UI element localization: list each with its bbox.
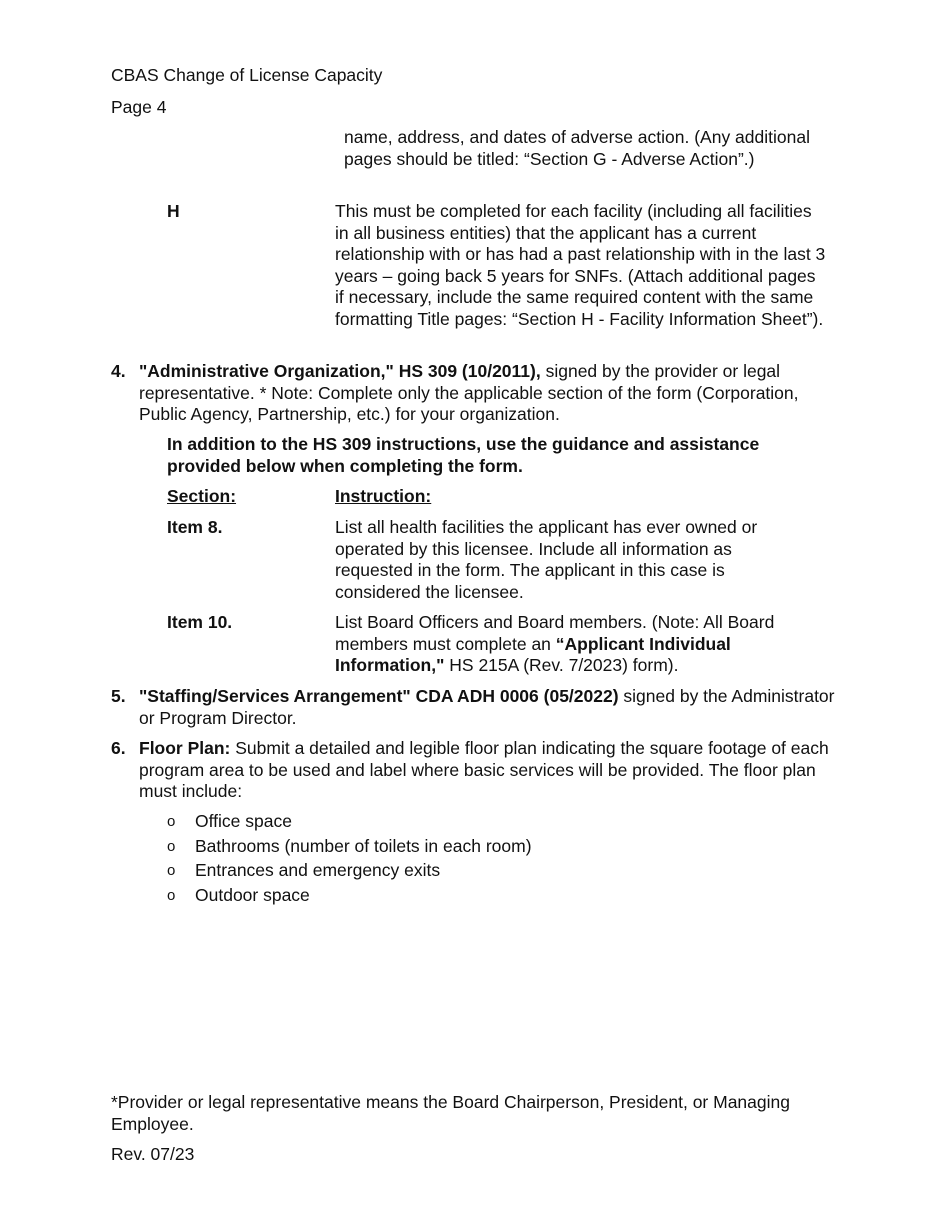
item-5-number: 5. (111, 686, 126, 706)
item-4-number: 4. (111, 361, 126, 381)
item-6-title: Floor Plan: (139, 738, 231, 758)
row-item-10-text-end: HS 215A (Rev. 7/2023) form). (444, 655, 679, 675)
bullet-item: Entrances and emergency exits (195, 860, 441, 880)
item-4-guidance: In addition to the HS 309 instructions, use the guidance and assistance provided below when completing the form. (167, 434, 760, 476)
page-number: Page 4 (111, 97, 167, 117)
item-4-text: signed by the provider or legal representative. * Note: Complete only the applicable section of the form (Corporation, Public Agency, Partnership, etc.) for your organization. (139, 361, 799, 424)
footnote: *Provider or legal representative means the Board Chairperson, President, or Managing Employee. (111, 1092, 790, 1134)
item-4-title: "Administrative Organization," HS 309 (10/2011), (139, 361, 541, 381)
section-h-label: H (167, 201, 180, 221)
row-item-10-form-name: “Applicant Individual Information," (335, 633, 731, 675)
row-item-8-text: List all health facilities the applicant has ever owned or operated by this licensee. Include all information as requested in the form. The applicant in this case is considered the licensee. (335, 517, 758, 602)
bullet-item: Outdoor space (195, 885, 310, 905)
bullet-item: Office space (195, 811, 292, 831)
item-6-number: 6. (111, 738, 126, 758)
row-item-10-text-start: List Board Officers and Board members. (Note: All Board members must complete an (335, 612, 775, 654)
bullet-icon: o (167, 862, 176, 879)
item-6-paragraph (139, 738, 834, 803)
item-5-paragraph (139, 686, 839, 729)
item-5-text: signed by the Administrator or Program Director. (139, 686, 835, 728)
row-item-8-label: Item 8. (167, 517, 223, 537)
section-h-text: This must be completed for each facility (including all facilities in all business entities) that the applicant has a current relationship with or has had a past relationship with in the last 3 years – going back 5 years for SNFs. (Attach additional pages if necessary, include the same required content with the same formatting Title pages: “Section H - Facility Information Sheet”). (335, 201, 826, 329)
document-title: CBAS Change of License Capacity (111, 65, 383, 85)
row-item-10-text (335, 612, 817, 677)
bullet-icon: o (167, 838, 176, 855)
item-4-paragraph (139, 361, 839, 426)
column-header-instruction: Instruction: (335, 486, 432, 506)
section-g-continuation: name, address, and dates of adverse action. (Any additional pages should be titled: “Section G - Adverse Action”.) (344, 127, 810, 169)
bullet-icon: o (167, 813, 176, 830)
bullet-icon: o (167, 887, 176, 904)
item-5-title: "Staffing/Services Arrangement" CDA ADH 0006 (05/2022) (139, 686, 619, 706)
row-item-10-label: Item 10. (167, 612, 233, 632)
bullet-item: Bathrooms (number of toilets in each room) (195, 836, 532, 856)
column-header-section: Section: (167, 486, 237, 506)
revision-label: Rev. 07/23 (111, 1144, 195, 1164)
item-6-text: Submit a detailed and legible floor plan indicating the square footage of each program area to be used and label where basic services will be provided. The floor plan must include: (139, 738, 829, 801)
